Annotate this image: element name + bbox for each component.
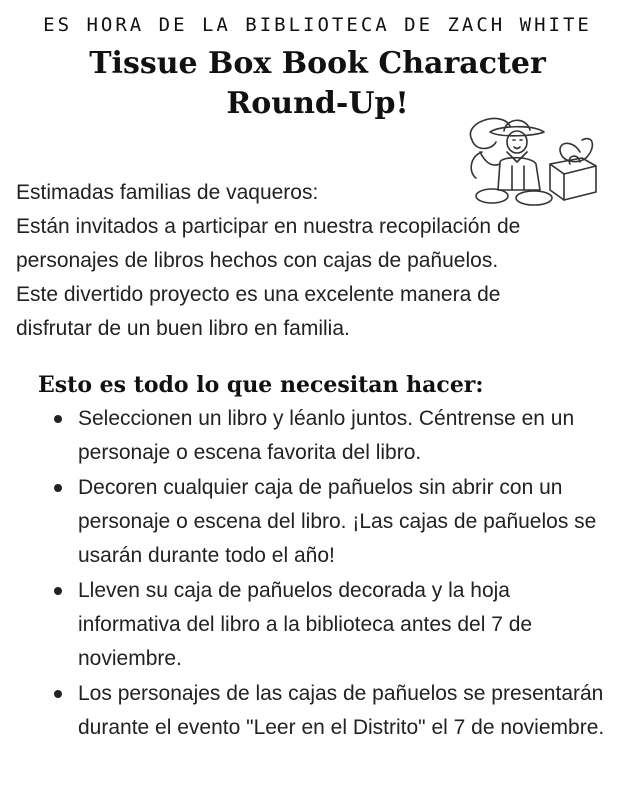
list-item-text: Seleccionen un libro y léanlo juntos. Céntrense en un personaje o escena favorita del libro.	[78, 407, 575, 464]
intro-line: Este divertido proyecto es una excelente manera de	[16, 283, 501, 306]
bullet-icon	[54, 690, 62, 698]
list-item	[50, 574, 610, 676]
library-eyebrow: ES HORA DE LA BIBLIOTECA DE ZACH WHITE	[43, 14, 592, 36]
title-line-2: Round-Up!	[226, 86, 409, 121]
list-item	[50, 677, 610, 745]
list-item-text: Lleven su caja de pañuelos decorada y la hoja informativa del libro a la biblioteca antes del 7 de noviembre.	[78, 579, 533, 670]
intro-line: Estimadas familias de vaqueros:	[16, 181, 319, 204]
intro-line: disfrutar de un buen libro en familia.	[16, 317, 350, 340]
instructions-list	[50, 402, 610, 746]
intro-line: personajes de libros hechos con cajas de pañuelos.	[16, 249, 499, 272]
list-item	[50, 402, 610, 470]
title-line-1: Tissue Box Book Character	[89, 46, 546, 81]
list-item-text: Los personajes de las cajas de pañuelos se presentarán durante el evento "Leer en el Distrito" el 7 de noviembre.	[78, 682, 605, 739]
intro-line: Están invitados a participar en nuestra recopilación de	[16, 215, 521, 238]
list-item	[50, 471, 610, 573]
bullet-icon	[54, 587, 62, 595]
intro-paragraph	[16, 176, 621, 346]
bullet-icon	[54, 415, 62, 423]
list-item-text: Decoren cualquier caja de pañuelos sin abrir con un personaje o escena del libro. ¡Las cajas de pañuelos se usarán durante todo el año!	[78, 476, 597, 567]
bullet-icon	[54, 484, 62, 492]
instructions-heading: Esto es todo lo que necesitan hacer:	[38, 372, 484, 398]
